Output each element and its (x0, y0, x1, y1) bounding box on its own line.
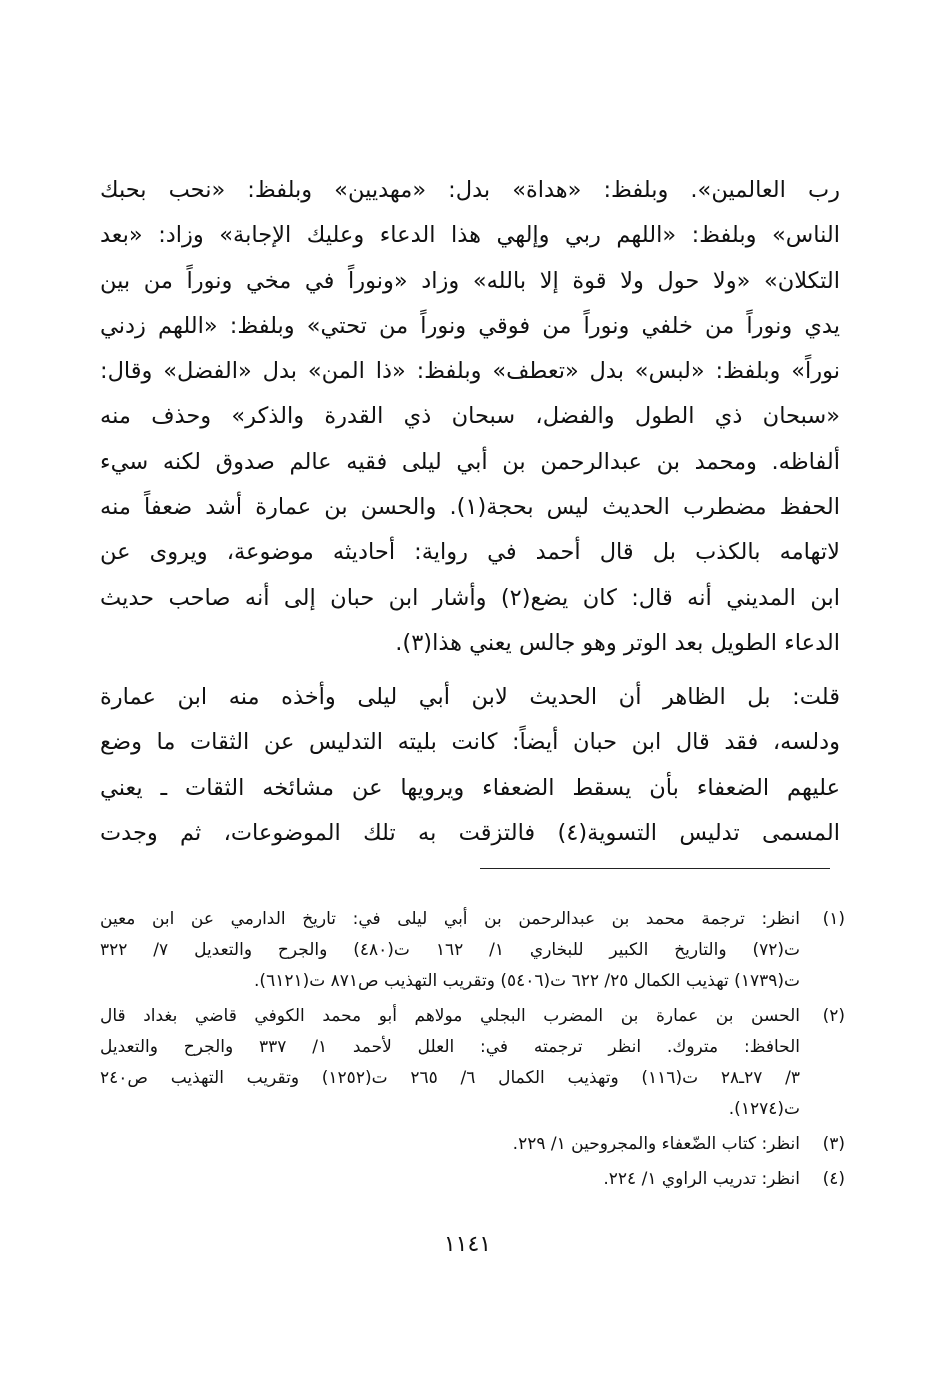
footnote-divider (480, 868, 830, 869)
text-line: ودلسه، فقد قال ابن حبان أيضاً: كانت بليته التدليس عن الثقات ما وضع (100, 729, 840, 756)
footnote (100, 1001, 845, 1125)
footnote-line: ت(٧٢) والتاريخ الكبير للبخاري ١/ ١٦٢ ت(٤٨٠) والجرح والتعديل ٧/ ٣٢٢ (100, 940, 800, 960)
text-line: يدي ونوراً من خلفي ونوراً من فوقي ونوراً من تحتي» وبلفظ: «اللهم زدني (100, 312, 840, 339)
text-line: رب العالمين». وبلفظ: «هداة» بدل: «مهديين» وبلفظ: «نحب بحبك (100, 177, 840, 203)
footnote-line: ٣/ ٢٧ـ٢٨ ت(١١٦) وتهذيب الكمال ٦/ ٢٦٥ ت(١٢٥٢) وتقريب التهذيب ص٢٤٠ (100, 1068, 800, 1088)
text-line: الدعاء الطويل بعد الوتر وهو جالس يعني هذا(٣). (395, 629, 840, 656)
text-line: عليهم الضعفاء بأن يسقط الضعفاء ويرويها عن مشائخه الثقات ـ يعني (100, 774, 840, 801)
footnotes (100, 904, 845, 1199)
footnote-line: ت(١٢٧٤). (728, 1099, 800, 1119)
footnote-line: انظر: كتاب الضّعفاء والمجروحين ١/ ٢٢٩. (512, 1134, 800, 1154)
text-line: ابن المديني أنه قال: كان يضع(٢) وأشار ابن حبان إلى أنه صاحب حديث (100, 584, 840, 611)
text-line: قلت: بل الظاهر أن الحديث لابن أبي ليلى وأخذه منه ابن عمارة (100, 684, 840, 710)
main-paragraph-2 (100, 675, 840, 856)
footnote-line: انظر: تدريب الراوي ١/ ٢٢٤. (603, 1169, 800, 1189)
page-number: ١١٤١ (443, 1232, 492, 1257)
footnote-number: (٢) (822, 1006, 845, 1026)
text-line: المسمى تدليس التسوية(٤) فالتزقت به تلك الموضوعات، ثم وجدت (100, 819, 840, 846)
footnote (100, 1164, 845, 1195)
footnote-number: (٣) (822, 1134, 845, 1154)
footnote (100, 904, 845, 997)
footnote (100, 1129, 845, 1160)
text-line: لاتهامه بالكذب بل قال أحمد في رواية: أحاديثه موضوعة، ويروى عن (100, 539, 840, 566)
footnote-line: ت(١٧٣٩) تهذيب الكمال ٢٥/ ٦٢٢ ت(٥٤٠٦) وتقريب التهذيب ص٨٧١ ت(٦١٢١). (254, 971, 800, 991)
text-line: الحفظ مضطرب الحديث ليس بحجة(١). والحسن بن عمارة أشد ضعفاً منه (100, 494, 840, 521)
footnote-line: الحافظ: متروك. انظر ترجمته في: العلل لأحمد ١/ ٣٣٧ والجرح والتعديل (100, 1037, 800, 1057)
main-paragraph-1 (100, 168, 840, 666)
text-line: نوراً» وبلفظ: «لبس» بدل «تعطف» وبلفظ: «ذا المن» بدل «الفضل» وقال: (100, 358, 840, 385)
text-line: «سبحان ذي الطول والفضل، سبحان ذي القدرة والذكر» وحذف منه (100, 403, 840, 430)
text-line: الناس» وبلفظ: «اللهم ربي وإلهي هذا الدعاء وعليك الإجابة» وزاد: «بعد (100, 222, 840, 249)
footnote-line: انظر: ترجمة محمد بن عبدالرحمن بن أبي ليلى في: تاريخ الدارمي عن ابن معين (100, 909, 800, 929)
text-line: التكلان» «ولا حول ولا قوة إلا بالله» وزاد «ونوراً في مخي ونوراً من بين (100, 267, 840, 294)
text-line: ألفاظه. ومحمد بن عبدالرحمن بن أبي ليلى فقيه عالم صدوق لكنه سيء (100, 448, 840, 475)
footnote-number: (٤) (822, 1169, 845, 1189)
footnote-number: (١) (822, 909, 845, 929)
footnote-line: الحسن بن عمارة بن المضرب البجلي مولاهم أبو محمد الكوفي قاضي بغداد قال (100, 1006, 800, 1026)
